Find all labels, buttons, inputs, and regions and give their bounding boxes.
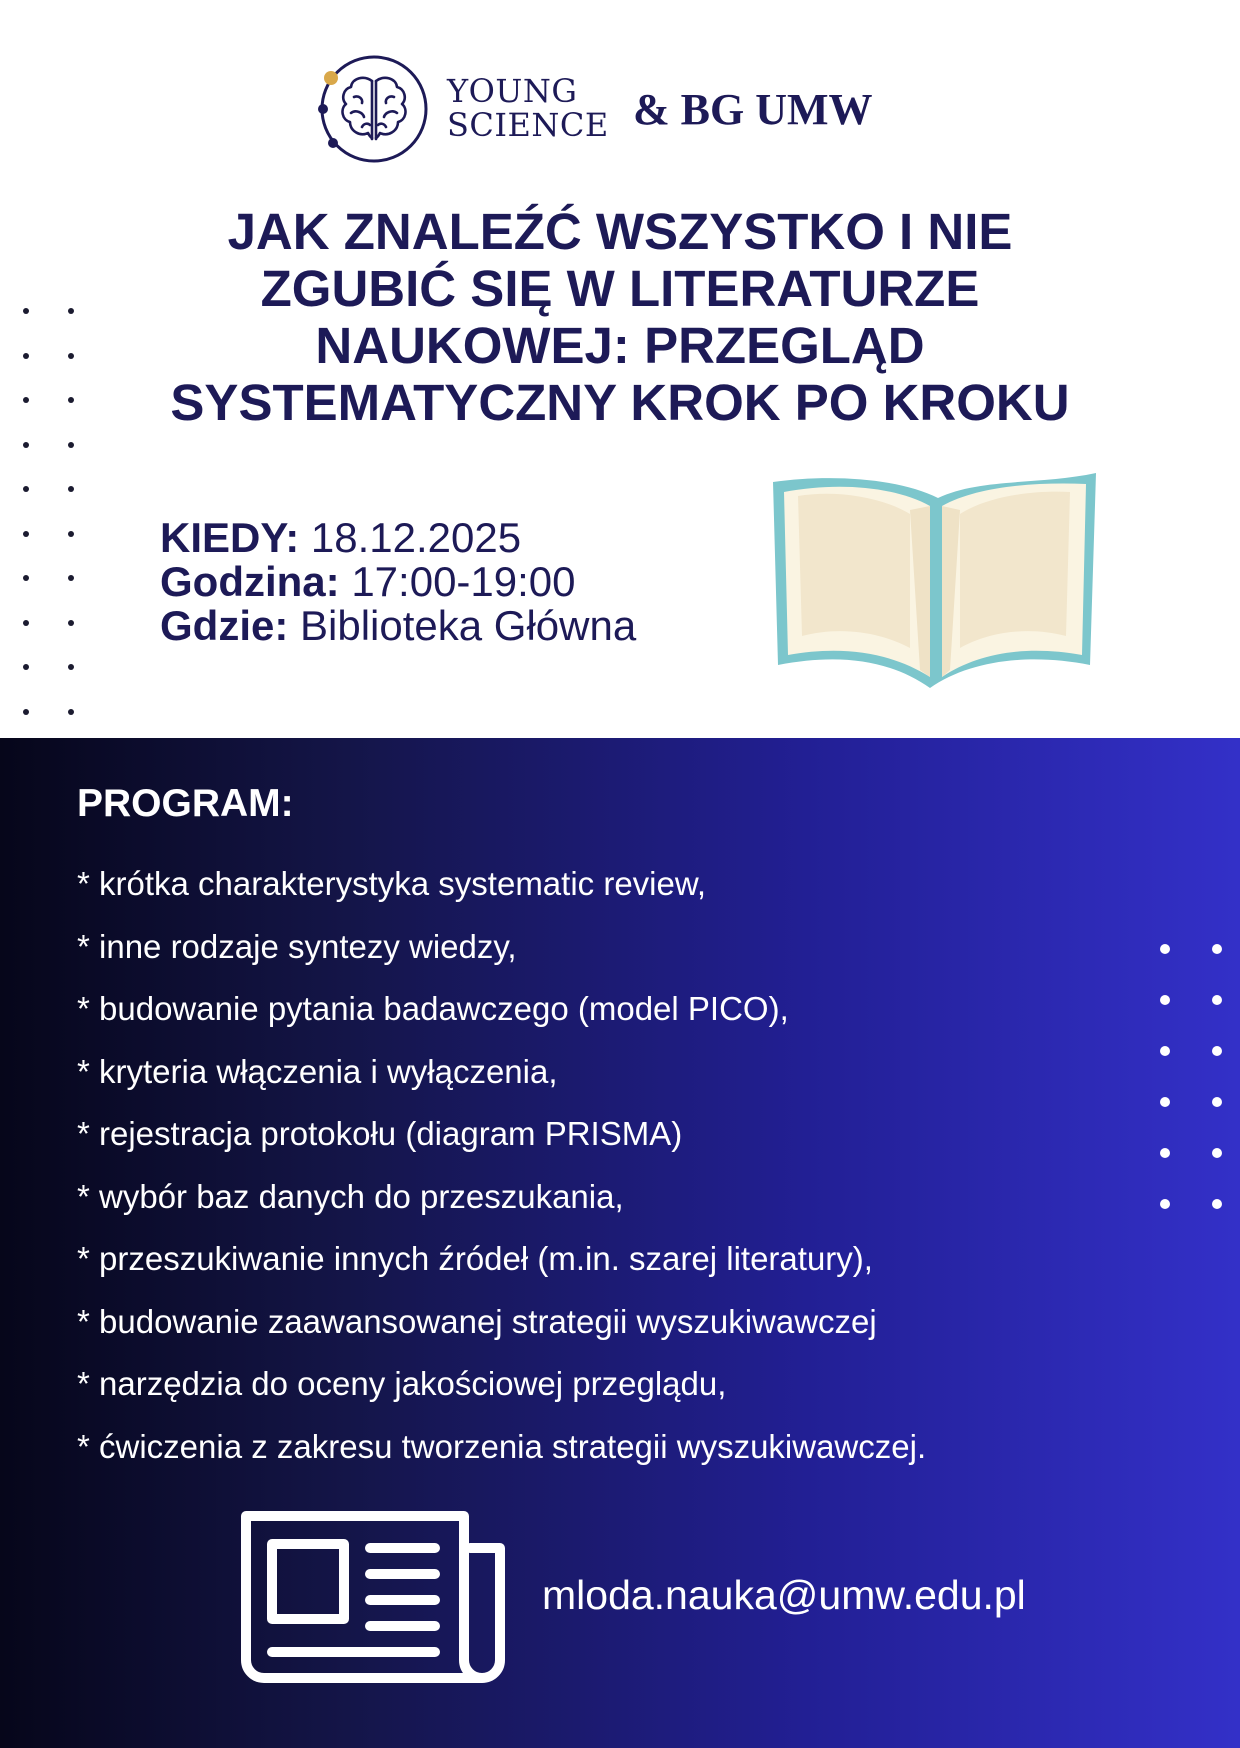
header-logo (313, 48, 913, 173)
detail-place (160, 604, 636, 648)
place-value: Biblioteka Główna (300, 602, 637, 649)
list-item: * budowanie pytania badawczego (model PICO), (77, 990, 789, 1027)
list-item: * rejestracja protokołu (diagram PRISMA) (77, 1115, 683, 1152)
logo-wordmark (447, 74, 609, 142)
time-label: Godzina: (160, 558, 340, 605)
logo-line-2: SCIENCE (447, 106, 609, 144)
list-item: * krótka charakterystyka systematic review, (77, 865, 707, 902)
open-book-icon (770, 470, 1100, 705)
event-details (160, 516, 636, 648)
title-line-1: JAK ZNALEŹĆ WSZYSTKO I NIE (227, 203, 1013, 260)
list-item: * kryteria włączenia i wyłączenia, (77, 1052, 558, 1090)
contact-email[interactable]: mloda.nauka@umw.edu.pl (542, 1572, 1026, 1618)
list-item: * wybór baz danych do przeszukania, (77, 1177, 624, 1215)
dots-decoration-right (1160, 944, 1222, 1209)
list-item: * przeszukiwanie innych źródeł (m.in. szarej literatury), (77, 1240, 873, 1277)
partner-name: & BG UMW (633, 85, 873, 134)
detail-date (160, 516, 636, 560)
dots-decoration-left (23, 308, 74, 715)
time-value: 17:00-19:00 (351, 558, 576, 605)
list-item: * narzędzia do oceny jakościowej przeglądu, (77, 1365, 727, 1402)
list-item: * budowanie zaawansowanej strategii wyszukiwawczej (77, 1302, 877, 1340)
list-item: * ćwiczenia z zakresu tworzenia strategii wyszukiwawczej. (77, 1427, 927, 1465)
place-label: Gdzie: (160, 602, 289, 649)
title-line-4: SYSTEMATYCZNY KROK PO KROKU (170, 374, 1070, 431)
date-label: KIEDY: (160, 514, 300, 561)
program-heading: PROGRAM: (77, 782, 294, 825)
program-list (77, 853, 926, 1478)
logo-line-1: YOUNG (447, 72, 578, 110)
list-item: * inne rodzaje syntezy wiedzy, (77, 927, 517, 965)
date-value: 18.12.2025 (310, 514, 522, 561)
title-line-3: NAUKOWEJ: PRZEGLĄD (315, 317, 925, 374)
newspaper-icon (240, 1510, 508, 1685)
event-title (90, 203, 1150, 431)
detail-time (160, 560, 636, 604)
brain-icon (318, 53, 430, 165)
title-line-2: ZGUBIĆ SIĘ W LITERATURZE (260, 260, 980, 317)
